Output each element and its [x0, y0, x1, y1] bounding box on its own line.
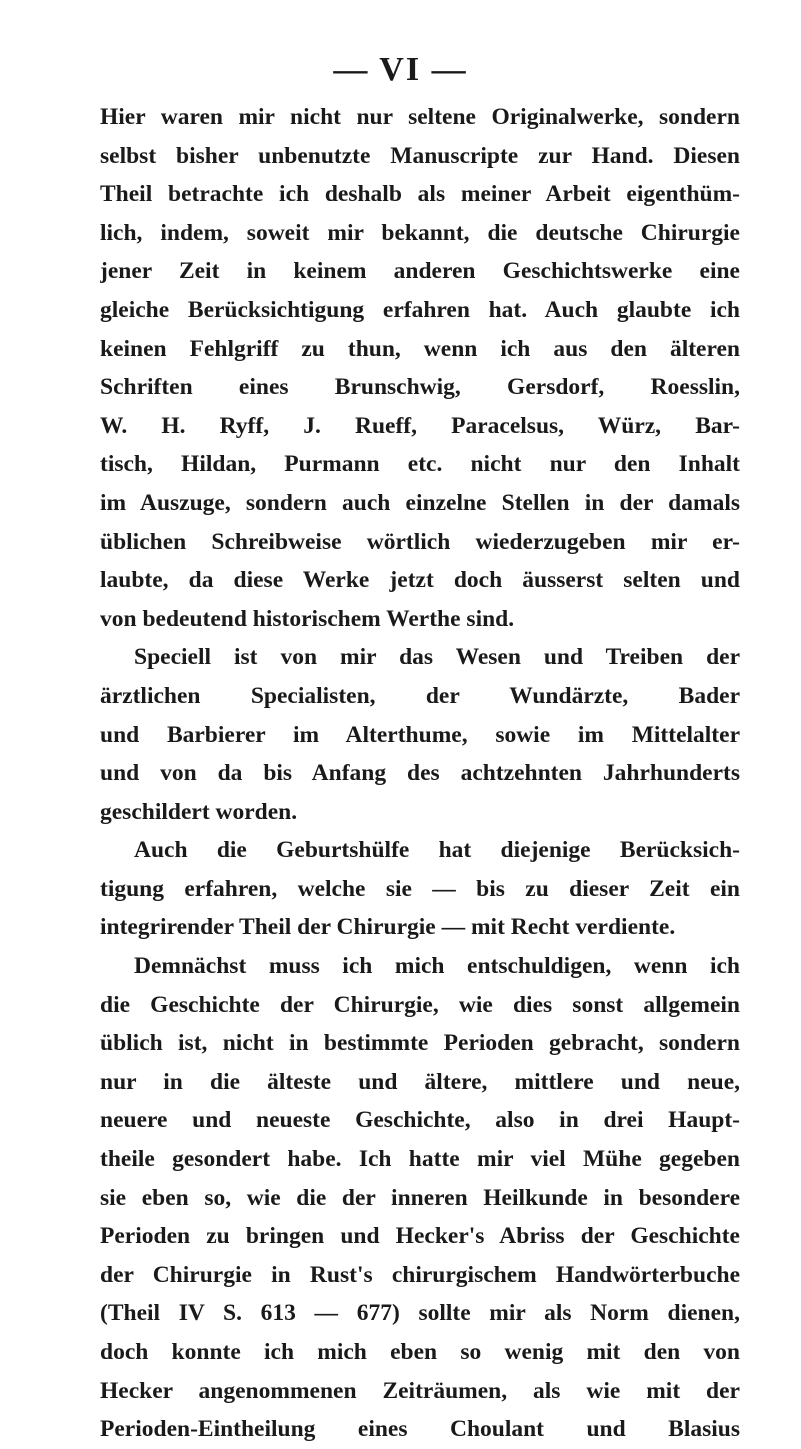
text-line: jener Zeit in keinem anderen Geschichtswerke eine	[100, 258, 740, 285]
text-line: selbst bisher unbenutzte Manuscripte zur Hand. Diesen	[100, 142, 740, 169]
text-line: geschildert worden.	[100, 798, 298, 825]
text-line: Perioden-Eintheilung eines Choulant und Blasius	[100, 1416, 740, 1443]
text-line: üblichen Schreibweise wörtlich wiederzugeben mir er-	[100, 528, 740, 555]
text-line: tigung erfahren, welche sie — bis zu dieser Zeit ein	[100, 875, 740, 902]
text-line: doch konnte ich mich eben so wenig mit den von	[100, 1339, 740, 1365]
text-line: tisch, Hildan, Purmann etc. nicht nur den Inhalt	[100, 451, 740, 478]
text-line: und von da bis Anfang des achtzehnten Jahrhunderts	[100, 760, 740, 787]
text-line: und Barbierer im Alterthume, sowie im Mittelalter	[100, 721, 740, 748]
text-line: neuere und neueste Geschichte, also in drei Haupt-	[100, 1107, 740, 1134]
text-line: im Auszuge, sondern auch einzelne Stellen in der damals	[100, 489, 740, 516]
text-line: ärztlichen Specialisten, der Wundärzte, Bader	[100, 682, 740, 709]
text-line: gleiche Berücksichtigung erfahren hat. Auch glaubte ich	[100, 296, 740, 323]
text-line: keinen Fehlgriff zu thun, wenn ich aus den älteren	[100, 335, 740, 362]
text-line: nur in die älteste und ältere, mittlere und neue,	[100, 1068, 740, 1095]
text-line: W. H. Ryff, J. Rueff, Paracelsus, Würz, Bar-	[100, 412, 740, 439]
text-line: Theil betrachte ich deshalb als meiner Arbeit eigenthüm-	[100, 181, 740, 208]
page-number-header: — VI —	[333, 51, 468, 88]
text-line: Speciell ist von mir das Wesen und Treiben der	[134, 644, 740, 671]
text-line: Hecker angenommenen Zeiträumen, als wie mit der	[100, 1377, 740, 1404]
text-line: der Chirurgie in Rust's chirurgischem Handwörterbuche	[100, 1261, 740, 1288]
text-line: sie eben so, wie die der inneren Heilkunde in besondere	[100, 1184, 740, 1211]
text-line: Schriften eines Brunschwig, Gersdorf, Roesslin,	[100, 374, 740, 401]
text-line: Hier waren mir nicht nur seltene Originalwerke, sondern	[100, 104, 740, 130]
text-line: Demnächst muss ich mich entschuldigen, wenn ich	[134, 953, 740, 980]
text-line: integrirender Theil der Chirurgie — mit Recht verdiente.	[100, 914, 676, 941]
text-line: (Theil IV S. 613 — 677) sollte mir als Norm dienen,	[100, 1300, 740, 1327]
text-line: üblich ist, nicht in bestimmte Perioden gebracht, sondern	[100, 1030, 740, 1057]
body-text	[100, 98, 740, 1449]
text-line: lich, indem, soweit mir bekannt, die deutsche Chirurgie	[100, 219, 740, 246]
text-line: Auch die Geburtshülfe hat diejenige Berücksich-	[134, 837, 740, 864]
text-line: die Geschichte der Chirurgie, wie dies sonst allgemein	[100, 991, 740, 1018]
text-line: laubte, da diese Werke jetzt doch äusserst selten und	[100, 567, 740, 594]
text-line: theile gesondert habe. Ich hatte mir viel Mühe gegeben	[100, 1146, 740, 1173]
text-line: von bedeutend historischem Werthe sind.	[100, 605, 515, 632]
text-line: Perioden zu bringen und Hecker's Abriss der Geschichte	[100, 1223, 740, 1250]
